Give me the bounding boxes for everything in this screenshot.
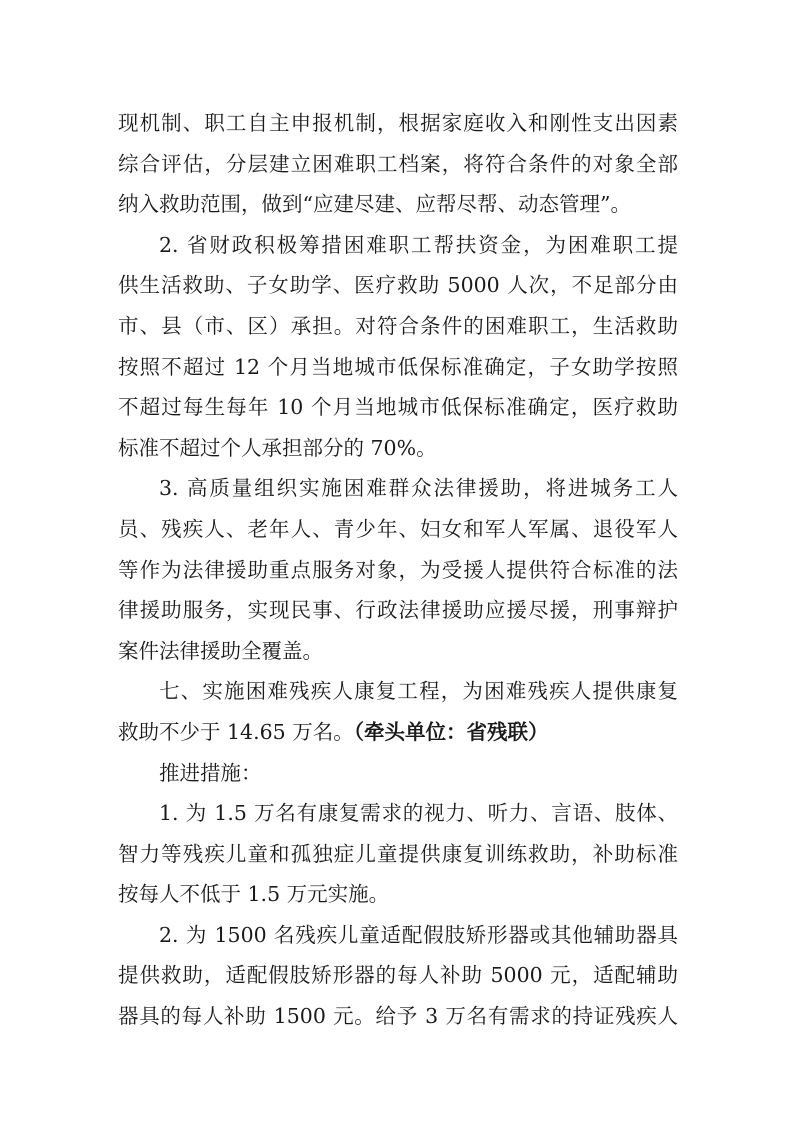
text-line (118, 509, 678, 550)
text-line (118, 671, 678, 712)
text-line (118, 996, 678, 1037)
text-line (118, 103, 678, 144)
line-text: 提供救助，适配假肢矫形器的每人补助 5000 元，适配辅助 (118, 963, 678, 988)
line-text: 纳入救助范围，做到“应建尽建、应帮尽帮、动态管理”。 (118, 192, 631, 217)
line-text: 按每人不低于 1.5 万元实施。 (118, 882, 390, 907)
lead-unit-note: （牵头单位：省残联） (353, 719, 549, 744)
document-body (118, 103, 678, 1037)
line-text: 律援助服务，实现民事、行政法律援助应援尽援，刑事辩护 (118, 598, 678, 623)
line-text: 员、残疾人、老年人、青少年、妇女和军人军属、退役军人 (118, 516, 678, 541)
text-line (118, 590, 678, 631)
text-line (118, 306, 678, 347)
line-text: 现机制、职工自主申报机制，根据家庭收入和刚性支出因素 (118, 111, 678, 135)
line-text: 七、实施困难残疾人康复工程，为困难残疾人提供康复 (159, 679, 678, 704)
line-text: 智力等残疾儿童和孤独症儿童提供康复训练救助，补助标准 (118, 841, 678, 866)
line-text: 3. 高质量组织实施困难群众法律援助，将进城务工人 (159, 476, 678, 501)
text-line (118, 955, 678, 996)
text-line (118, 225, 678, 266)
text-line (118, 144, 678, 185)
line-text: 等作为法律援助重点服务对象，为受援人提供符合标准的法 (118, 557, 678, 582)
line-text: 2. 为 1500 名残疾儿童适配假肢矫形器或其他辅助器具 (159, 922, 678, 947)
line-text: 综合评估，分层建立困难职工档案，将符合条件的对象全部 (118, 151, 678, 176)
line-text: 供生活救助、子女助学、医疗救助 5000 人次，不足部分由 (118, 273, 678, 298)
line-text: 1. 为 1.5 万名有康复需求的视力、听力、言语、肢体、 (159, 801, 678, 826)
line-text: 按照不超过 12 个月当地城市低保标准确定，子女助学按照 (118, 354, 678, 379)
text-line (118, 387, 678, 428)
text-line (118, 265, 678, 306)
text-line (118, 712, 678, 753)
text-line (118, 347, 678, 388)
text-line (118, 915, 678, 956)
line-text: 推进措施： (159, 760, 262, 785)
text-lines (118, 103, 678, 1037)
line-text: 2. 省财政积极筹措困难职工帮扶资金，为困难职工提 (159, 232, 678, 257)
text-line (118, 874, 678, 915)
text-line (118, 184, 678, 225)
text-line (118, 550, 678, 591)
text-line (118, 793, 678, 834)
text-line (118, 834, 678, 875)
line-text: 不超过每生每年 10 个月当地城市低保标准确定，医疗救助 (118, 395, 678, 420)
text-line (118, 631, 678, 672)
line-text: 案件法律援助全覆盖。 (118, 638, 323, 663)
text-line (118, 468, 678, 509)
line-text: 标准不超过个人承担部分的 70%。 (118, 435, 437, 460)
line-text: 市、县（市、区）承担。对符合条件的困难职工，生活救助 (118, 313, 678, 338)
line-text: 救助不少于 14.65 万名。 (118, 719, 354, 744)
text-line (118, 428, 678, 469)
line-text: 器具的每人补助 1500 元。给予 3 万名有需求的持证残疾人 (118, 1004, 678, 1029)
text-line (118, 753, 678, 794)
